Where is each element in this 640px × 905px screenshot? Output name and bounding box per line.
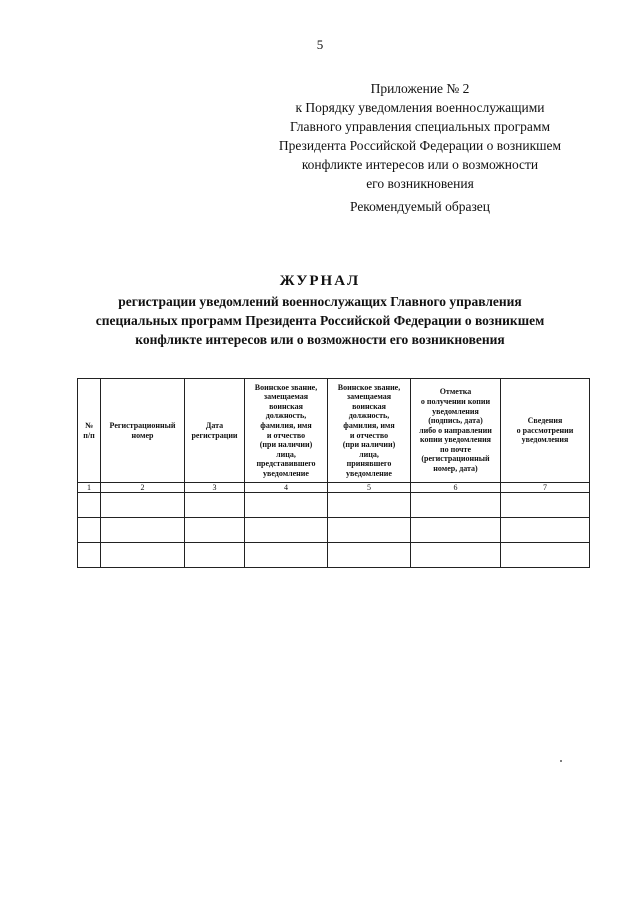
header-line: копии уведомления — [419, 435, 492, 445]
header-cell — [185, 379, 245, 483]
header-line: принявшего — [346, 459, 392, 469]
table-cell — [185, 493, 245, 518]
header-line: п/п — [83, 430, 95, 440]
sample-note: Рекомендуемый образец — [349, 199, 490, 214]
header-line: уведомления — [432, 406, 479, 416]
table-cell — [245, 518, 328, 543]
journal-title: ЖУРНАЛ — [279, 273, 361, 289]
header-line: регистрации — [191, 430, 238, 440]
table-cell — [101, 518, 185, 543]
header-line: Регистрационный — [109, 420, 176, 430]
header-line: Отметка — [439, 387, 472, 397]
header-line: и отчество — [349, 430, 389, 440]
header-cell — [101, 379, 185, 483]
table-cell — [411, 493, 501, 518]
header-line: должность, — [265, 411, 307, 421]
header-line: № — [84, 420, 94, 430]
header-line: Сведения — [527, 416, 563, 426]
appendix-line: Приложение № 2 — [370, 81, 470, 96]
header-line: номер, дата) — [433, 464, 478, 474]
table-row — [78, 543, 590, 568]
header-line: фамилия, имя — [343, 420, 395, 430]
table-cell — [101, 493, 185, 518]
table-cell — [501, 493, 590, 518]
table-cell — [78, 518, 101, 543]
page-number: 5 — [316, 37, 324, 52]
header-line: (при наличии) — [259, 440, 313, 450]
appendix-line: его возникновения — [366, 176, 474, 191]
appendix-line: конфликте интересов или о возможности — [301, 157, 539, 172]
appendix-line: Главного управления специальных программ — [289, 119, 551, 134]
column-number: 4 — [245, 483, 328, 493]
column-number: 2 — [101, 483, 185, 493]
header-line: лица, — [359, 449, 379, 459]
header-line: Дата — [205, 420, 224, 430]
header-line: уведомления — [521, 435, 569, 445]
table-cell — [328, 518, 411, 543]
column-number: 7 — [501, 483, 590, 493]
journal-subtitle-line: конфликте интересов или о возможности его возникновения — [135, 332, 505, 347]
header-line: фамилия, имя — [260, 420, 312, 430]
table-cell — [101, 543, 185, 568]
column-number-row — [78, 483, 590, 493]
header-line: воинская — [352, 401, 386, 411]
column-number: 1 — [78, 483, 101, 493]
journal-subtitle-line: специальных программ Президента Российской Федерации о возникшем — [95, 313, 545, 328]
journal-subtitle-line: регистрации уведомлений военнослужащих Главного управления — [118, 294, 522, 309]
header-line: номер — [131, 430, 154, 440]
header-line: воинская — [269, 401, 303, 411]
table-cell — [245, 493, 328, 518]
appendix-block — [250, 79, 590, 193]
table-cell — [185, 543, 245, 568]
header-line: уведомление — [346, 468, 392, 478]
header-line: замещаемая — [263, 392, 309, 402]
header-line: о получении копии — [420, 396, 491, 406]
header-line: (регистрационный — [421, 454, 490, 464]
table-row — [78, 518, 590, 543]
header-cell — [328, 379, 411, 483]
table-cell — [245, 543, 328, 568]
header-cell — [411, 379, 501, 483]
table-cell — [328, 543, 411, 568]
table-cell — [328, 493, 411, 518]
column-number: 3 — [185, 483, 245, 493]
table-row — [78, 493, 590, 518]
stray-dot — [560, 760, 562, 762]
header-line: (подпись, дата) — [428, 416, 483, 426]
journal-table — [77, 378, 590, 568]
header-line: о рассмотрении — [516, 425, 574, 435]
header-line: либо о направлении — [419, 425, 492, 435]
header-line: по почте — [439, 444, 471, 454]
header-cell — [245, 379, 328, 483]
table-cell — [411, 543, 501, 568]
table-cell — [411, 518, 501, 543]
column-number: 5 — [328, 483, 411, 493]
table-cell — [501, 518, 590, 543]
header-line: уведомление — [263, 468, 309, 478]
table-cell — [78, 543, 101, 568]
header-cell — [501, 379, 590, 483]
table-header-row — [78, 379, 590, 483]
header-line: и отчество — [266, 430, 306, 440]
header-line: (при наличии) — [342, 440, 396, 450]
table-cell — [501, 543, 590, 568]
journal-subtitle — [60, 292, 580, 349]
header-line: Воинское звание, — [337, 382, 401, 392]
header-line: представившего — [256, 459, 316, 469]
header-line: замещаемая — [346, 392, 392, 402]
column-number: 6 — [411, 483, 501, 493]
appendix-line: Президента Российской Федерации о возникшем — [278, 138, 562, 153]
table-cell — [185, 518, 245, 543]
table-cell — [78, 493, 101, 518]
appendix-line: к Порядку уведомления военнослужащими — [295, 100, 545, 115]
header-cell — [78, 379, 101, 483]
header-line: должность, — [348, 411, 390, 421]
header-line: Воинское звание, — [254, 382, 318, 392]
header-line: лица, — [276, 449, 296, 459]
